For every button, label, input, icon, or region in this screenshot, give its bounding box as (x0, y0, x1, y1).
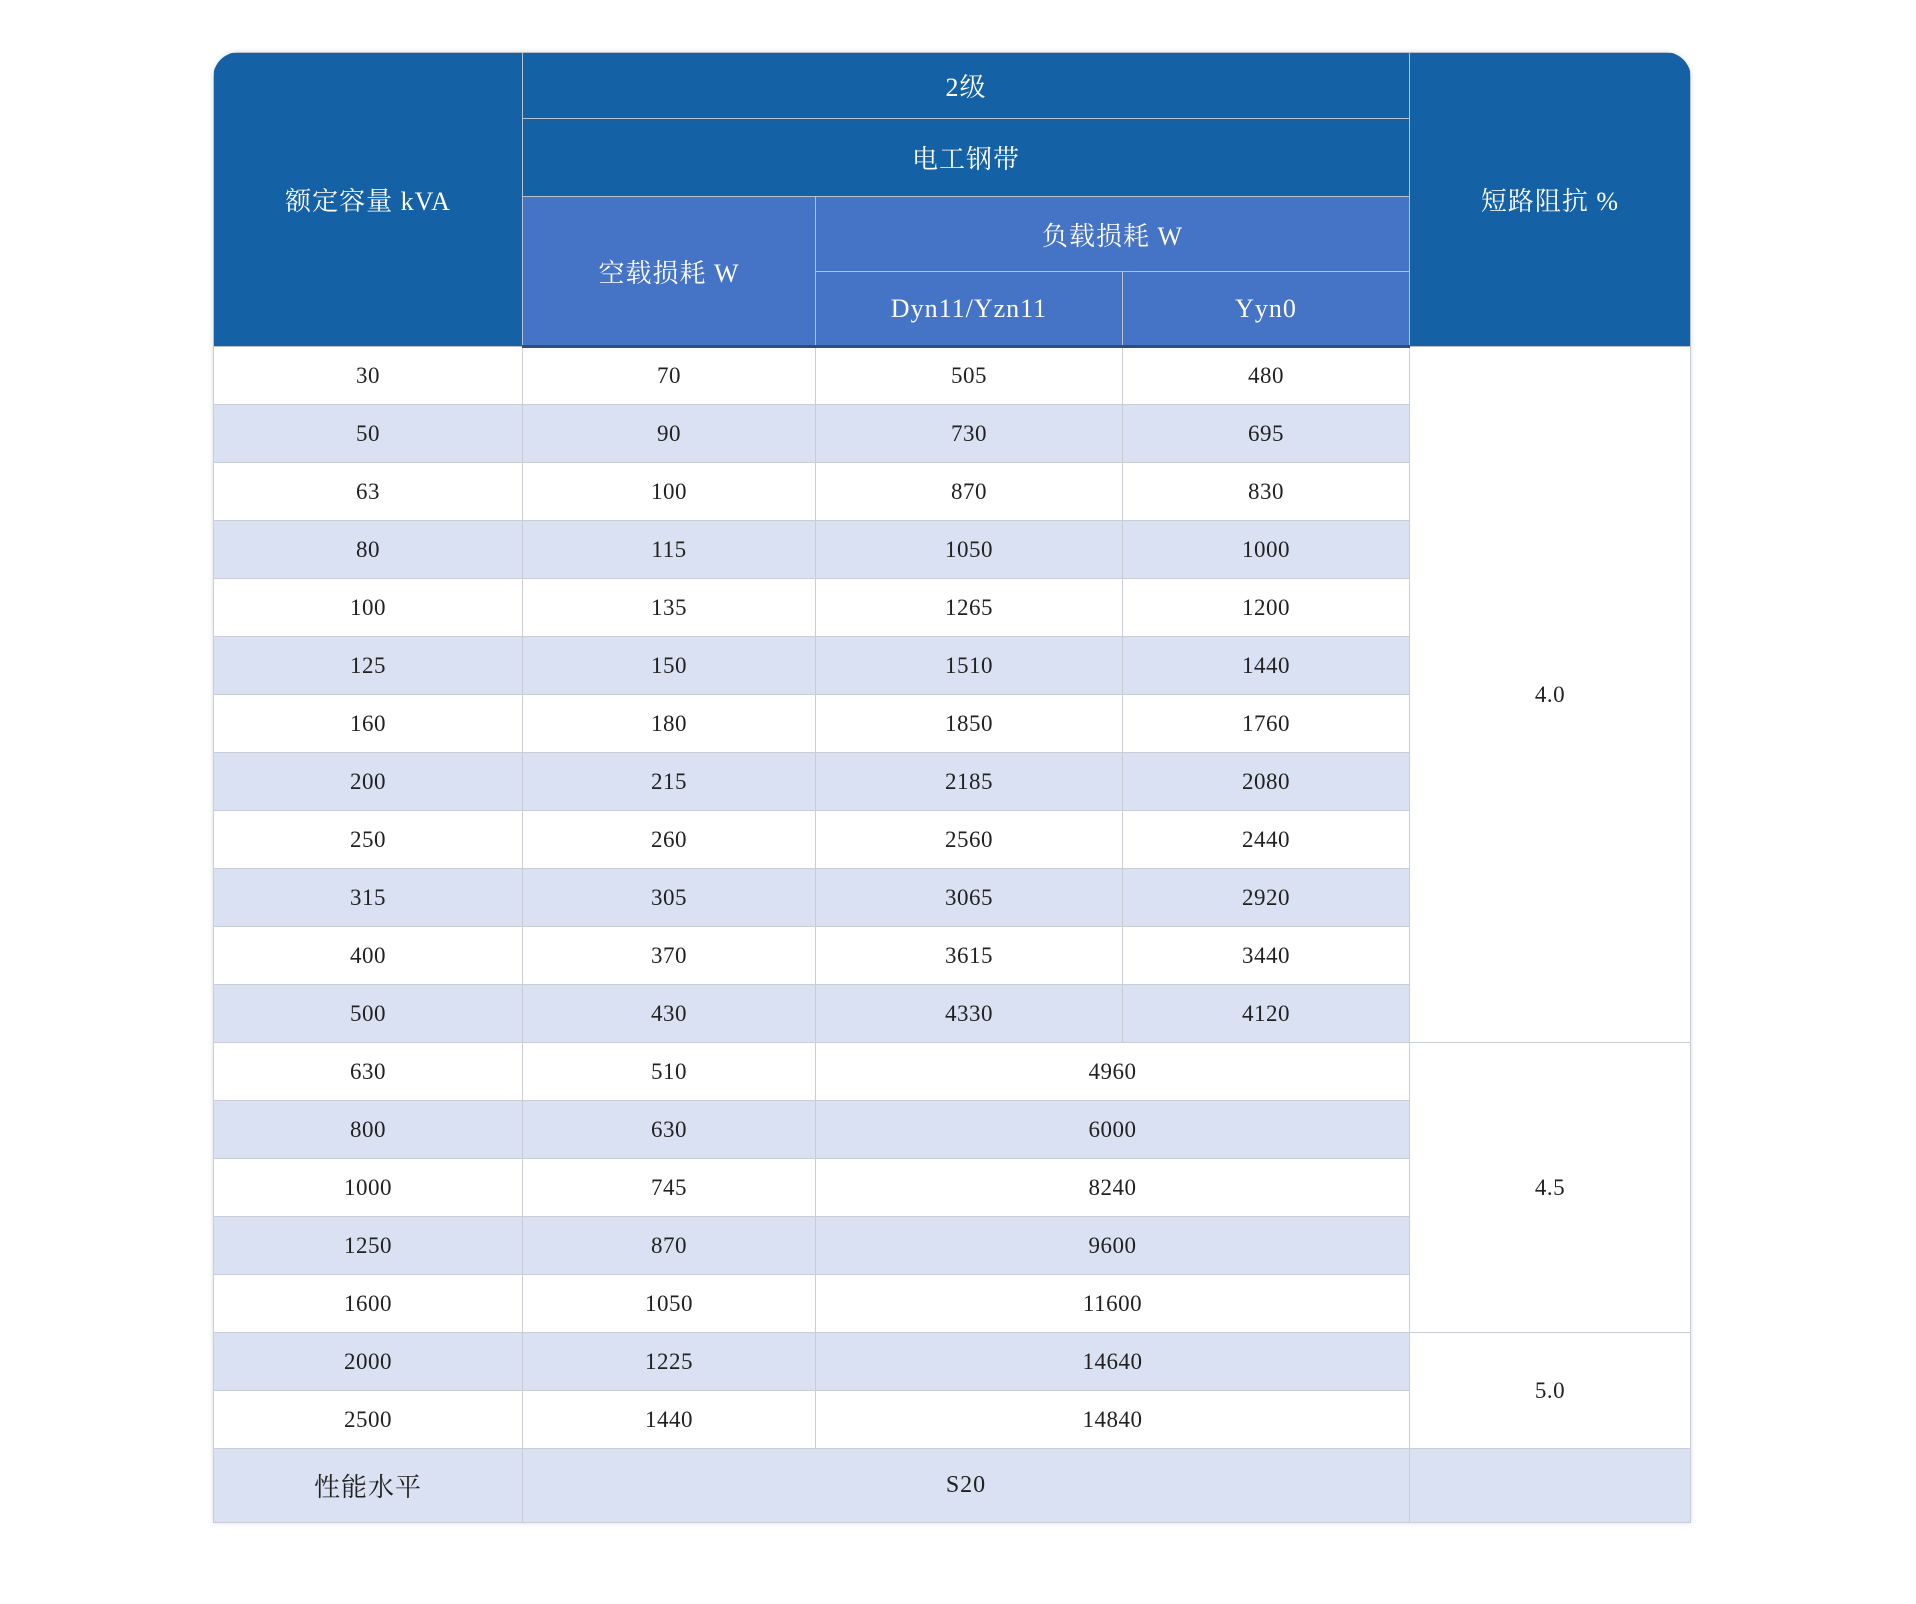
cell-load-loss-dyn11: 730 (816, 405, 1123, 463)
cell-impedance-group-1: 4.0 (1410, 347, 1691, 1043)
cell-load-loss-dyn11: 4330 (816, 985, 1123, 1043)
cell-capacity: 500 (214, 985, 523, 1043)
cell-no-load-loss: 70 (523, 347, 816, 405)
cell-capacity: 1600 (214, 1275, 523, 1333)
cell-load-loss: 8240 (816, 1159, 1410, 1217)
header-load-loss: 负载损耗 W (816, 197, 1410, 272)
cell-capacity: 63 (214, 463, 523, 521)
cell-load-loss-yyn0: 3440 (1123, 927, 1410, 985)
cell-capacity: 250 (214, 811, 523, 869)
cell-load-loss-dyn11: 1265 (816, 579, 1123, 637)
cell-no-load-loss: 1050 (523, 1275, 816, 1333)
cell-no-load-loss: 510 (523, 1043, 816, 1101)
footer-row (214, 1449, 1691, 1523)
cell-load-loss-dyn11: 1050 (816, 521, 1123, 579)
header-dyn11: Dyn11/Yzn11 (816, 272, 1123, 347)
table-row (214, 1043, 1691, 1101)
cell-capacity: 800 (214, 1101, 523, 1159)
cell-no-load-loss: 115 (523, 521, 816, 579)
table-row (214, 1333, 1691, 1391)
cell-no-load-loss: 135 (523, 579, 816, 637)
cell-load-loss-dyn11: 1510 (816, 637, 1123, 695)
cell-no-load-loss: 630 (523, 1101, 816, 1159)
cell-no-load-loss: 430 (523, 985, 816, 1043)
cell-capacity: 1000 (214, 1159, 523, 1217)
cell-load-loss-yyn0: 1200 (1123, 579, 1410, 637)
header-yyn0: Yyn0 (1123, 272, 1410, 347)
cell-load-loss-yyn0: 2080 (1123, 753, 1410, 811)
header-rated-capacity: 额定容量 kVA (214, 53, 523, 347)
cell-load-loss: 14840 (816, 1391, 1410, 1449)
header-row-1 (214, 53, 1691, 119)
header-steel-strip: 电工钢带 (523, 119, 1410, 197)
cell-load-loss-yyn0: 2920 (1123, 869, 1410, 927)
cell-capacity: 100 (214, 579, 523, 637)
cell-load-loss-yyn0: 830 (1123, 463, 1410, 521)
cell-capacity: 315 (214, 869, 523, 927)
cell-load-loss: 4960 (816, 1043, 1410, 1101)
cell-capacity: 400 (214, 927, 523, 985)
cell-capacity: 2000 (214, 1333, 523, 1391)
cell-load-loss-yyn0: 4120 (1123, 985, 1410, 1043)
footer-empty-cell (1410, 1449, 1691, 1523)
cell-no-load-loss: 90 (523, 405, 816, 463)
footer-label: 性能水平 (214, 1449, 523, 1523)
cell-capacity: 30 (214, 347, 523, 405)
transformer-spec-table (213, 52, 1691, 1523)
cell-load-loss: 14640 (816, 1333, 1410, 1391)
cell-load-loss: 11600 (816, 1275, 1410, 1333)
cell-load-loss-yyn0: 1760 (1123, 695, 1410, 753)
header-short-circuit-impedance: 短路阻抗 % (1410, 53, 1691, 347)
cell-no-load-loss: 215 (523, 753, 816, 811)
cell-no-load-loss: 870 (523, 1217, 816, 1275)
cell-load-loss-yyn0: 1440 (1123, 637, 1410, 695)
cell-no-load-loss: 1225 (523, 1333, 816, 1391)
footer-value: S20 (523, 1449, 1410, 1523)
cell-capacity: 160 (214, 695, 523, 753)
cell-no-load-loss: 100 (523, 463, 816, 521)
cell-no-load-loss: 745 (523, 1159, 816, 1217)
cell-load-loss-dyn11: 2185 (816, 753, 1123, 811)
cell-no-load-loss: 305 (523, 869, 816, 927)
cell-capacity: 125 (214, 637, 523, 695)
cell-impedance-group-3: 5.0 (1410, 1333, 1691, 1449)
cell-load-loss-dyn11: 1850 (816, 695, 1123, 753)
table-row (214, 347, 1691, 405)
cell-load-loss-yyn0: 1000 (1123, 521, 1410, 579)
cell-capacity: 200 (214, 753, 523, 811)
cell-load-loss-dyn11: 505 (816, 347, 1123, 405)
header-no-load-loss: 空载损耗 W (523, 197, 816, 347)
cell-load-loss-yyn0: 2440 (1123, 811, 1410, 869)
cell-load-loss-dyn11: 2560 (816, 811, 1123, 869)
cell-no-load-loss: 1440 (523, 1391, 816, 1449)
cell-capacity: 1250 (214, 1217, 523, 1275)
cell-impedance-group-2: 4.5 (1410, 1043, 1691, 1333)
cell-load-loss: 6000 (816, 1101, 1410, 1159)
header-grade: 2级 (523, 53, 1410, 119)
cell-capacity: 80 (214, 521, 523, 579)
cell-no-load-loss: 260 (523, 811, 816, 869)
cell-capacity: 50 (214, 405, 523, 463)
spec-table (213, 52, 1691, 1523)
cell-no-load-loss: 370 (523, 927, 816, 985)
cell-no-load-loss: 180 (523, 695, 816, 753)
cell-load-loss-dyn11: 870 (816, 463, 1123, 521)
cell-no-load-loss: 150 (523, 637, 816, 695)
cell-load-loss-dyn11: 3065 (816, 869, 1123, 927)
cell-capacity: 2500 (214, 1391, 523, 1449)
cell-load-loss-yyn0: 480 (1123, 347, 1410, 405)
cell-load-loss: 9600 (816, 1217, 1410, 1275)
cell-capacity: 630 (214, 1043, 523, 1101)
cell-load-loss-dyn11: 3615 (816, 927, 1123, 985)
cell-load-loss-yyn0: 695 (1123, 405, 1410, 463)
